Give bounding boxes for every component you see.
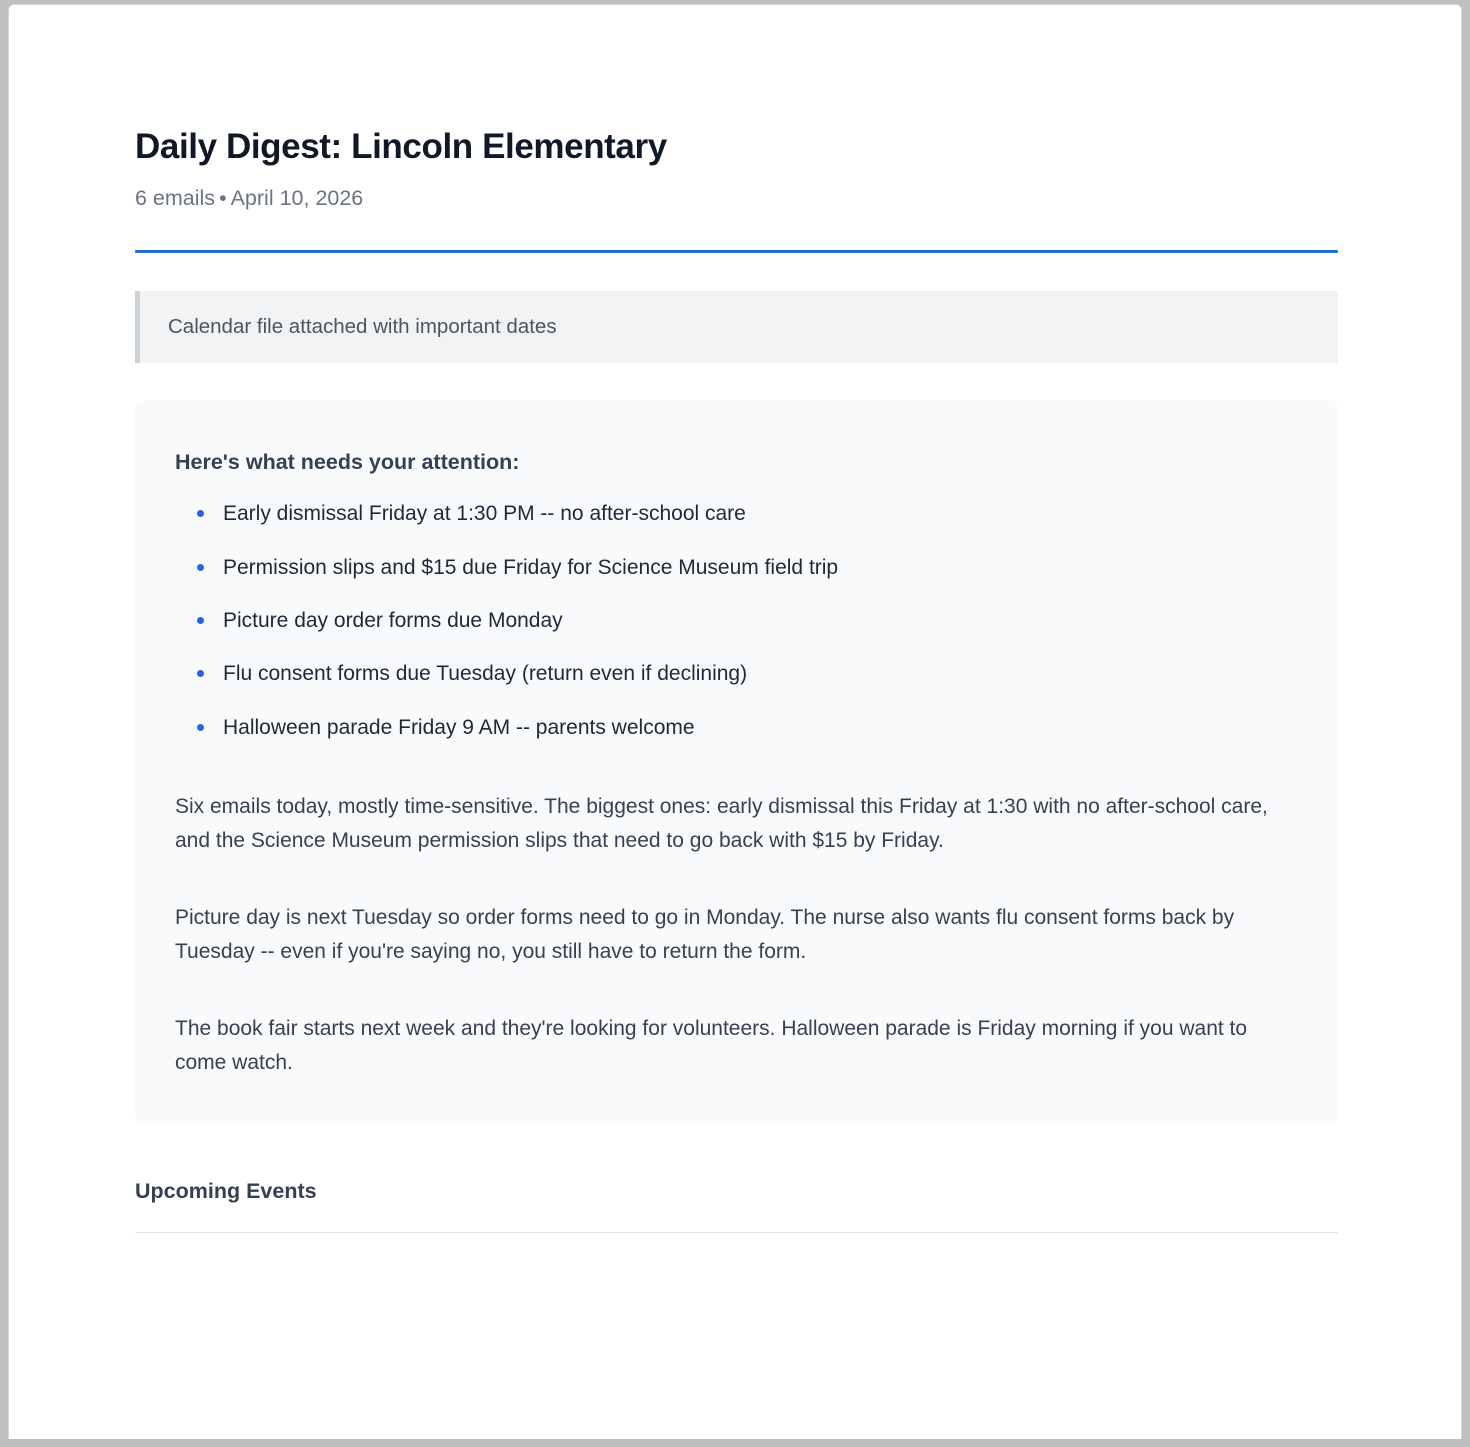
list-item	[197, 713, 1298, 742]
upcoming-events-heading: Upcoming Events	[135, 1179, 317, 1204]
attachment-banner	[135, 291, 1338, 363]
page-title: Daily Digest: Lincoln Elementary	[135, 127, 667, 166]
list-item	[197, 659, 1298, 688]
digest-content	[135, 5, 1338, 1265]
list-item-label: Picture day order forms due Monday	[223, 609, 563, 633]
summary-heading: Here's what needs your attention:	[175, 450, 520, 475]
list-item	[197, 606, 1298, 635]
bullet-dot-icon	[197, 564, 204, 571]
list-item-label: Halloween parade Friday 9 AM -- parents welcome	[223, 715, 695, 739]
attachment-banner-text: Calendar file attached with important dates	[168, 314, 557, 338]
upcoming-events-body	[135, 1233, 1338, 1265]
digest-meta	[135, 167, 1338, 213]
header-divider	[135, 250, 1338, 253]
page-bottom-edge	[0, 1439, 1470, 1447]
summary-paragraph: Six emails today, mostly time-sensitive. The biggest ones: early dismissal this Friday at 1:30 with no after-school care, and the Science Museum permission slips that need to go back with $15 by Friday.	[175, 795, 1268, 853]
meta-separator: •	[219, 186, 227, 211]
summary-card	[135, 400, 1338, 1124]
digest-date: April 10, 2026	[230, 186, 364, 211]
email-count: 6 emails	[135, 186, 216, 211]
page-inner	[9, 5, 1461, 1439]
summary-paragraph: The book fair starts next week and they're looking for volunteers. Halloween parade is Friday morning if you want to come watch.	[175, 1017, 1248, 1075]
bullet-dot-icon	[197, 724, 204, 731]
list-item	[197, 553, 1298, 582]
list-item	[197, 499, 1298, 528]
list-item-label: Permission slips and $15 due Friday for Science Museum field trip	[223, 555, 839, 579]
bullet-dot-icon	[197, 510, 204, 517]
attention-list	[175, 499, 1298, 742]
bullet-dot-icon	[197, 670, 204, 677]
summary-paragraph: Picture day is next Tuesday so order forms need to go in Monday. The nurse also wants flu consent forms back by Tuesday -- even if you're saying no, you still have to return the form.	[175, 906, 1235, 964]
list-item-label: Flu consent forms due Tuesday (return even if declining)	[223, 662, 748, 686]
bullet-dot-icon	[197, 617, 204, 624]
email-page-sheet	[8, 4, 1462, 1439]
list-item-label: Early dismissal Friday at 1:30 PM -- no after-school care	[223, 502, 746, 526]
